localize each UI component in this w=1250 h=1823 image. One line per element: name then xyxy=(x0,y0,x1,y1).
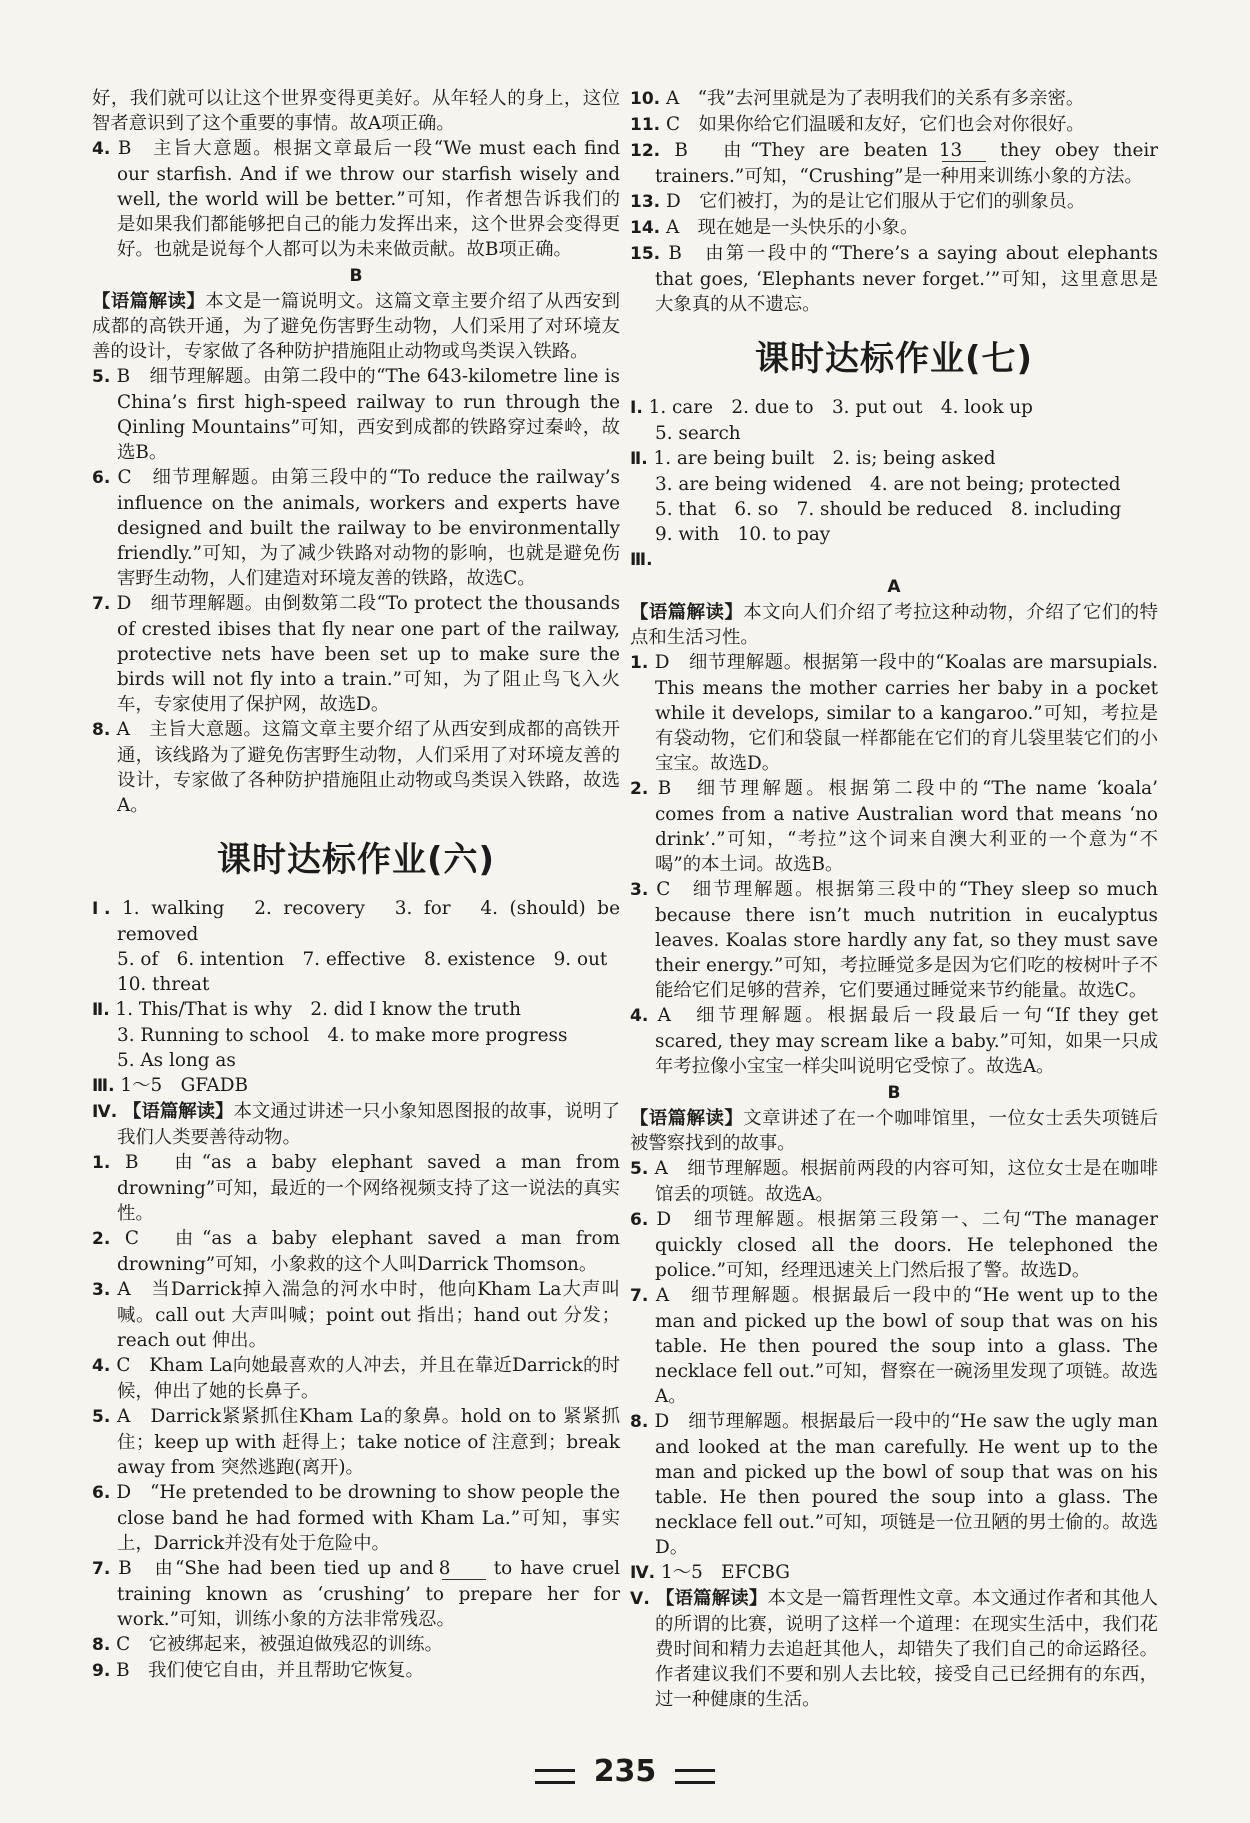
entry-text: A “我”去河里就是为了表明我们的关系有多亲密。 xyxy=(665,88,1085,109)
entry-text: 5. search xyxy=(655,423,741,444)
answer-line xyxy=(630,472,1158,497)
answer-entry xyxy=(630,1560,1158,1586)
entry-text: D 细节理解题。由倒数第二段“To protect the thousands of crested ibises that fly near one part of the railway, protective nets have been set up to make sure the birds will not fly into a train.”可知，为了阻止鸟飞入火车，专家使用了保护网，故选D。 xyxy=(116,593,621,715)
answer-entry xyxy=(630,189,1158,215)
answer-entry xyxy=(630,215,1158,241)
entry-text: D 细节理解题。根据第一段中的“Koalas are marsupials. This means the mother carries her baby in a pocket while it develops, similar to a kangaroo.”可知，考拉是有袋动物，它们和袋鼠一样都能在它们的育儿袋里装它们的小宝宝。故选D。 xyxy=(654,652,1158,774)
entry-text: A 细节理解题。根据最后一段中的“He went up to the man and picked up the bowl of soup that was on his table. He then poured the soup into a glass. The necklace fell out.”可知，督察在一碗汤里发现了项链。故选A。 xyxy=(655,1285,1158,1407)
answer-entry xyxy=(92,1073,620,1099)
answer-entry xyxy=(630,1207,1158,1283)
passage-label: B xyxy=(887,1083,901,1103)
entry-text: D 它们被打，为的是让它们服从于它们的驯象员。 xyxy=(665,191,1086,212)
paragraph xyxy=(92,289,620,364)
entry-number: 7. xyxy=(92,594,111,614)
answer-entry xyxy=(630,776,1158,877)
entry-number: 10. xyxy=(630,89,661,109)
entry-number: Ⅰ. xyxy=(92,899,111,919)
paragraph xyxy=(92,86,620,136)
entry-text: B 我们使它自由，并且帮助它恢复。 xyxy=(116,1660,424,1681)
entry-text: 9. with 10. to pay xyxy=(655,524,831,545)
entry-text: A 细节理解题。根据前两段的内容可知，这位女士是在咖啡馆丢的项链。故选A。 xyxy=(654,1158,1158,1205)
entry-number: 15. xyxy=(630,244,661,264)
answer-entry xyxy=(630,395,1158,421)
entry-number: 1. xyxy=(92,1153,111,1173)
right-column xyxy=(630,86,1158,1712)
page-footer xyxy=(0,1754,1250,1789)
entry-number: 14. xyxy=(630,218,661,238)
entry-number: 4. xyxy=(92,139,111,159)
entry-text: B 细节理解题。根据第二段中的“The name ‘koala’ comes from a native Australian word that means ‘no drink’.”可知，“考拉”这个词来自澳大利亚的一个意为“不喝”的本土词。故选B。 xyxy=(655,778,1158,875)
answer-entry xyxy=(92,364,620,465)
entry-text-continued: to have cruel training known as ‘crushing’ to prepare her for work.”可知，训练小象的方法非常残忍。 xyxy=(117,1558,620,1630)
entry-text: 1. are being built 2. is; being asked xyxy=(653,448,996,469)
answer-line xyxy=(630,522,1158,547)
entry-text: C 如果你给它们温暖和友好，它们也会对你很好。 xyxy=(665,114,1085,135)
entry-number: Ⅰ. xyxy=(630,398,643,418)
entry-number: 12. xyxy=(630,141,661,161)
passage-label: B xyxy=(349,266,363,286)
entry-text: 3. Running to school 4. to make more progress xyxy=(117,1025,568,1046)
answer-entry xyxy=(630,650,1158,776)
entry-number: 6. xyxy=(630,1210,649,1230)
answer-entry xyxy=(630,241,1158,317)
answer-entry xyxy=(92,1226,620,1277)
entry-number: 3. xyxy=(630,880,649,900)
entry-number: 5. xyxy=(630,1159,649,1179)
entry-text: 1～5 GFADB xyxy=(120,1075,248,1096)
entry-number: 13. xyxy=(630,192,661,212)
answer-entry xyxy=(92,1658,620,1684)
answer-entry xyxy=(92,465,620,591)
entry-number: 3. xyxy=(92,1280,111,1300)
entry-number: 4. xyxy=(92,1356,111,1376)
answer-entry xyxy=(630,547,1158,573)
paragraph xyxy=(630,600,1158,650)
entry-number: Ⅳ. xyxy=(92,1102,118,1122)
answer-line xyxy=(92,947,620,972)
entry-text: A 主旨大意题。这篇文章主要介绍了从西安到成都的高铁开通，该线路为了避免伤害野生动物，人们采用了对环境友善的设计，专家做了各种防护措施阻止动物或鸟类误入铁路，故选A。 xyxy=(116,719,620,816)
entry-number: 7. xyxy=(630,1286,649,1306)
entry-text: 10. threat xyxy=(117,974,210,995)
passage-tag: 【语篇解读】 xyxy=(630,1108,744,1129)
entry-number: 9. xyxy=(92,1661,111,1681)
entry-text: 5. of 6. intention 7. effective 8. existence 9. out xyxy=(117,949,608,970)
entry-number: 1. xyxy=(630,653,649,673)
entry-text: C 由“as a baby elephant saved a man from drowning”可知，小象救的这个人叫Darrick Thomson。 xyxy=(117,1228,620,1275)
entry-text: B 由“as a baby elephant saved a man from drowning”可知，最近的一个网络视频支持了这一说法的真实性。 xyxy=(117,1152,620,1224)
answer-entry xyxy=(92,1150,620,1226)
entry-number: 6. xyxy=(92,468,111,488)
entry-text-continued: they obey their trainers.”可知，“Crushing”是一种用来训练小象的方法。 xyxy=(655,140,1158,187)
answer-entry xyxy=(92,1480,620,1556)
answer-entry xyxy=(92,717,620,818)
passage-tag: 【语篇解读】 xyxy=(123,1101,234,1122)
passage-tag: 【语篇解读】 xyxy=(92,291,206,312)
left-column xyxy=(92,86,620,1684)
entry-text: 1～5 EFCBG xyxy=(661,1562,790,1583)
answer-entry xyxy=(630,1586,1158,1712)
blank-number: 8 xyxy=(442,1559,486,1580)
answer-line xyxy=(92,972,620,997)
passage-tag: 【语篇解读】 xyxy=(630,602,744,623)
entry-number: 2. xyxy=(92,1229,111,1249)
entry-number: 8. xyxy=(630,1412,649,1432)
entry-number: 11. xyxy=(630,115,661,135)
entry-number: 5. xyxy=(92,1407,111,1427)
entry-text: C 它被绑起来，被强迫做残忍的训练。 xyxy=(116,1634,443,1655)
page-number: 235 xyxy=(593,1754,657,1789)
entry-number: 6. xyxy=(92,1483,111,1503)
entry-text: 1. walking 2. recovery 3. for 4. (should) be removed xyxy=(117,898,620,945)
entry-text: C Kham La向她最喜欢的人冲去，并且在靠近Darrick的时候，伸出了她的长鼻子。 xyxy=(116,1355,620,1402)
entry-text: B 由“She had been tied up and xyxy=(118,1558,442,1579)
entry-text: B 细节理解题。由第二段中的“The 643-kilometre line is China’s first high-speed railway to run through the Qinling Mountains”可知，西安到成都的铁路穿过秦岭，故选B。 xyxy=(116,366,620,463)
entry-text: C 细节理解题。由第三段中的“To reduce the railway’s influence on the animals, workers and experts have designed and built the railway to be environmentally friendly.”可知，为了减少铁路对动物的影响，也就是避免伤害野生动物，人们建造对环境友善的铁路，故选C。 xyxy=(117,467,620,589)
entry-number: Ⅳ. xyxy=(630,1563,656,1583)
answer-entry xyxy=(92,591,620,717)
entry-number: Ⅱ. xyxy=(92,1000,110,1020)
section-title: 课时达标作业(七) xyxy=(754,339,1034,379)
entry-text: B 主旨大意题。根据文章最后一段“We must each find our starfish. And if we throw our starfish wisely and well, the world will be better.”可知，作者想告诉我们的是如果我们都能够把自己的能力发挥出来，这个世界会变得更好。也就是说每个人都可以为未来做贡献。故B项正确。 xyxy=(117,138,620,260)
entry-text: 5. As long as xyxy=(117,1050,236,1071)
answer-entry xyxy=(92,1353,620,1404)
answer-entry xyxy=(630,1003,1158,1079)
entry-number: 2. xyxy=(630,779,649,799)
answer-line xyxy=(630,421,1158,446)
entry-number: Ⅱ. xyxy=(630,449,648,469)
entry-text: 3. are being widened 4. are not being; protected xyxy=(655,474,1121,495)
entry-text: D 细节理解题。根据最后一段中的“He saw the ugly man and looked at the man carefully. He went up to the man and picked up the bowl of soup that was on his table. He then poured the soup into a glass. The necklace fell out.”可知，项链是一位丑陋的男士偷的。故选D。 xyxy=(654,1411,1158,1558)
entry-text: 本文是一篇哲理性文章。本文通过作者和其他人的所谓的比赛，说明了这样一个道理：在现实生活中，我们花费时间和精力去追赶其他人，却错失了我们自己的命运路径。作者建议我们不要和别人去比较，接受自己已经拥有的东西，过一种健康的生活。 xyxy=(655,1588,1158,1710)
entry-text: 文章讲述了在一个咖啡馆里，一位女士丢失项链后被警察找到的故事。 xyxy=(630,1108,1158,1154)
entry-text: 本文通过讲述一只小象知恩图报的故事，说明了我们人类要善待动物。 xyxy=(117,1101,620,1148)
entry-text: C 细节理解题。根据第三段中的“They sleep so much because there isn’t much nutrition in eucalyptus leaves. Koalas store hardly any fat, so they must save their energy.”可知，考拉睡觉多是因为它们吃的桉树叶子不能给它们足够的营养，它们要通过睡觉来节约能量。故选C。 xyxy=(655,879,1158,1001)
answer-entry xyxy=(92,1632,620,1658)
entry-number: 8. xyxy=(92,1635,111,1655)
entry-number: Ⅲ. xyxy=(92,1076,115,1096)
answer-entry xyxy=(630,138,1158,189)
answer-entry xyxy=(92,136,620,262)
paragraph xyxy=(630,1106,1158,1156)
entry-text: 5. that 6. so 7. should be reduced 8. including xyxy=(655,499,1122,520)
answer-entry xyxy=(630,1283,1158,1409)
answer-line xyxy=(92,1023,620,1048)
footer-rule-left xyxy=(535,1769,575,1784)
entry-text: D 细节理解题。根据第三段第一、二句“The manager quickly closed all the doors. He telephoned the police.”可知，经理迅速关上门然后报了警。故选D。 xyxy=(655,1209,1158,1281)
entry-text: B 由第一段中的“There’s a saying about elephants that goes, ‘Elephants never forget.’”可知，这里意思是大象真的从不遗忘。 xyxy=(655,243,1158,315)
entry-text: A Darrick紧紧抓住Kham La的象鼻。hold on to 紧紧抓住；keep up with 赶得上；take notice of 注意到；break away from 突然逃跑(离开)。 xyxy=(117,1406,620,1478)
answer-entry xyxy=(92,1404,620,1480)
answer-entry xyxy=(92,1277,620,1353)
entry-text: 1. This/That is why 2. did I know the truth xyxy=(115,999,522,1020)
entry-text: 本文向人们介绍了考拉这种动物，介绍了它们的特点和生活习性。 xyxy=(630,602,1158,648)
answer-entry xyxy=(630,1156,1158,1207)
entry-text: 1. care 2. due to 3. put out 4. look up xyxy=(648,397,1033,418)
entry-number: 5. xyxy=(92,367,111,387)
passage-tag: 【语篇解读】 xyxy=(655,1588,768,1609)
entry-number: 4. xyxy=(630,1006,649,1026)
answer-entry xyxy=(630,112,1158,138)
entry-text: A 当Darrick掉入湍急的河水中时，他向Kham La大声叫喊。call out 大声叫喊；point out 指出；hand out 分发；reach out 伸出。 xyxy=(117,1279,620,1351)
entry-text: A 细节理解题。根据最后一段最后一句“If they get scared, they may scream like a baby.”可知，如果一只成年考拉像小宝宝一样尖叫说明它受惊了。故选A。 xyxy=(655,1005,1158,1077)
entry-number: 8. xyxy=(92,720,111,740)
entry-number: Ⅴ. xyxy=(630,1589,650,1609)
section-title: 课时达标作业(六) xyxy=(216,840,496,880)
answer-entry xyxy=(630,446,1158,472)
answer-entry xyxy=(630,86,1158,112)
answer-line xyxy=(92,1048,620,1073)
answer-entry xyxy=(92,997,620,1023)
entry-number: Ⅲ. xyxy=(630,550,653,570)
answer-entry xyxy=(92,1099,620,1150)
answer-entry xyxy=(92,1556,620,1632)
entry-number: 7. xyxy=(92,1559,111,1579)
answer-entry xyxy=(92,896,620,947)
entry-text: A 现在她是一头快乐的小象。 xyxy=(665,217,919,238)
blank-number: 13 xyxy=(942,141,986,162)
answer-entry xyxy=(630,1409,1158,1560)
entry-text: 好，我们就可以让这个世界变得更美好。从年轻人的身上，这位智者意识到了这个重要的事情。故A项正确。 xyxy=(92,88,620,134)
entry-text: D “He pretended to be drowning to show people the close band he had formed with Kham La.”可知，事实上，Darrick并没有处于危险中。 xyxy=(116,1482,620,1554)
answer-entry xyxy=(630,877,1158,1003)
passage-label: A xyxy=(887,577,901,597)
entry-text: 本文是一篇说明文。这篇文章主要介绍了从西安到成都的高铁开通，为了避免伤害野生动物，人们采用了对环境友善的设计，专家做了各种防护措施阻止动物或鸟类误入铁路。 xyxy=(92,291,620,362)
answer-line xyxy=(630,497,1158,522)
entry-text: B 由“They are beaten xyxy=(674,140,942,161)
footer-rule-right xyxy=(675,1769,715,1784)
